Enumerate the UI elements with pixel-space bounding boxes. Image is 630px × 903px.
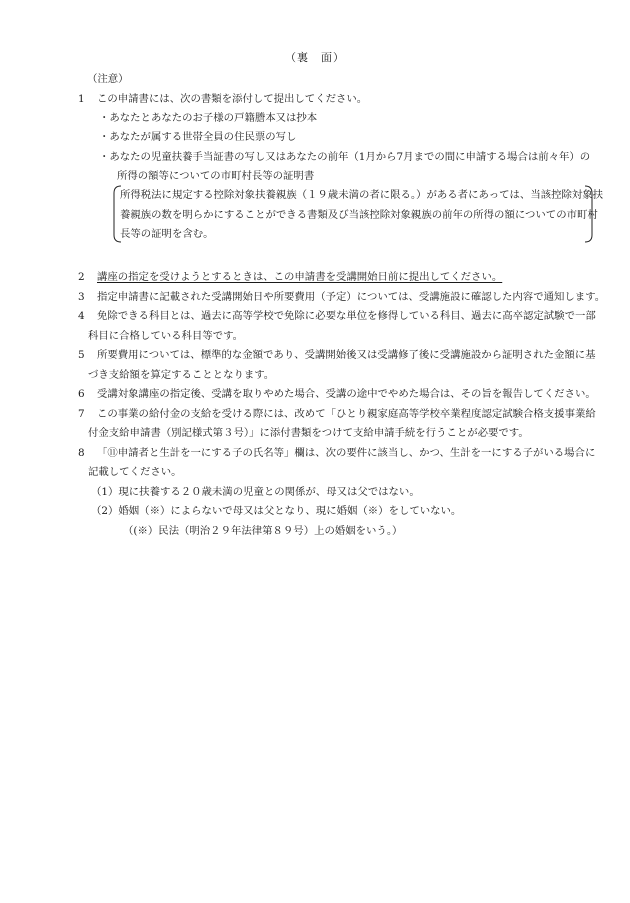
item-5-line-1: 所要費用については、標準的な金額であり、受講開始後又は受講修了後に受講施設から証明された金額に基: [97, 349, 596, 361]
item-3-text: 指定申請書に記載された受講開始日や所要費用（予定）については、受講施設に確認した内容で通知します。: [97, 291, 606, 303]
bracket-line-3: 長等の証明を含む。: [120, 228, 214, 240]
item-2-number: 2: [78, 271, 85, 283]
item-8-sub-1: （1）現に扶養する２０歳未満の児童との関係が、母又は父ではない。: [91, 486, 420, 498]
item-5-line-2: づき支給額を算定することとなります。: [88, 369, 275, 381]
notes-label: （注意）: [87, 73, 129, 85]
item-1-number: 1: [78, 93, 85, 105]
item-4-number: 4: [78, 310, 85, 322]
item-7-number: 7: [78, 408, 85, 420]
page-title: （裏 面）: [285, 51, 345, 64]
item-8-sub-2: （2）婚姻（※）によらないで母又は父となり、現に婚姻（※）をしていない。: [91, 505, 462, 517]
item-1-bullet-1: ・あなたとあなたのお子様の戸籍謄本又は抄本: [99, 112, 318, 124]
item-1-text: この申請書には、次の書類を添付して提出してください。: [97, 93, 368, 105]
item-2-text: 講座の指定を受けようとするときは、この申請書を受講開始日前に提出してください。: [97, 271, 503, 283]
item-1-bullet-3: ・あなたの児童扶養手当証書の写し又はあなたの前年（1月から7月までの間に申請する場合は前々年）の: [99, 151, 591, 163]
item-6-number: 6: [78, 388, 85, 400]
item-3-number: 3: [78, 291, 85, 303]
item-4-line-2: 科目に合格している科目等です。: [88, 330, 244, 342]
item-8-line-2: 記載してください。: [88, 466, 182, 478]
bracket-line-1: 所得税法に規定する控除対象扶養親族（１９歳未満の者に限る。）がある者にあっては、当該控除対象扶: [120, 189, 604, 201]
item-4-line-1: 免除できる科目とは、過去に高等学校で免除に必要な単位を修得している科目、過去に高卒認定試験で一部: [97, 310, 596, 322]
item-1-bullet-3-continued: 所得の額等についての市町村長等の証明書: [117, 170, 315, 182]
item-5-number: 5: [78, 349, 85, 361]
item-7-line-1: この事業の給付金の支給を受ける際には、改めて「ひとり親家庭高等学校卒業程度認定試験合格支援事業給: [97, 408, 596, 420]
item-1-bullet-2: ・あなたが属する世帯全員の住民票の写し: [99, 131, 297, 143]
item-6-text: 受講対象講座の指定後、受講を取りやめた場合、受講の途中でやめた場合は、その旨を報告してください。: [97, 388, 596, 400]
item-8-line-1: 「⑪申請者と生計を一にする子の氏名等」欄は、次の要件に該当し、かつ、生計を一にする子がいる場合に: [97, 447, 596, 459]
bracket-line-2: 養親族の数を明らかにすることができる書類及び当該控除対象親族の前年の所得の額についての市町村: [120, 209, 598, 221]
item-8-number: 8: [78, 447, 85, 459]
item-8-note: （(※）民法（明治２９年法律第８９号）上の婚姻をいう。）: [123, 525, 403, 537]
item-7-line-2: 付金支給申請書（別記様式第３号）」に添付書類をつけて支給申請手続を行うことが必要です。: [88, 427, 529, 439]
